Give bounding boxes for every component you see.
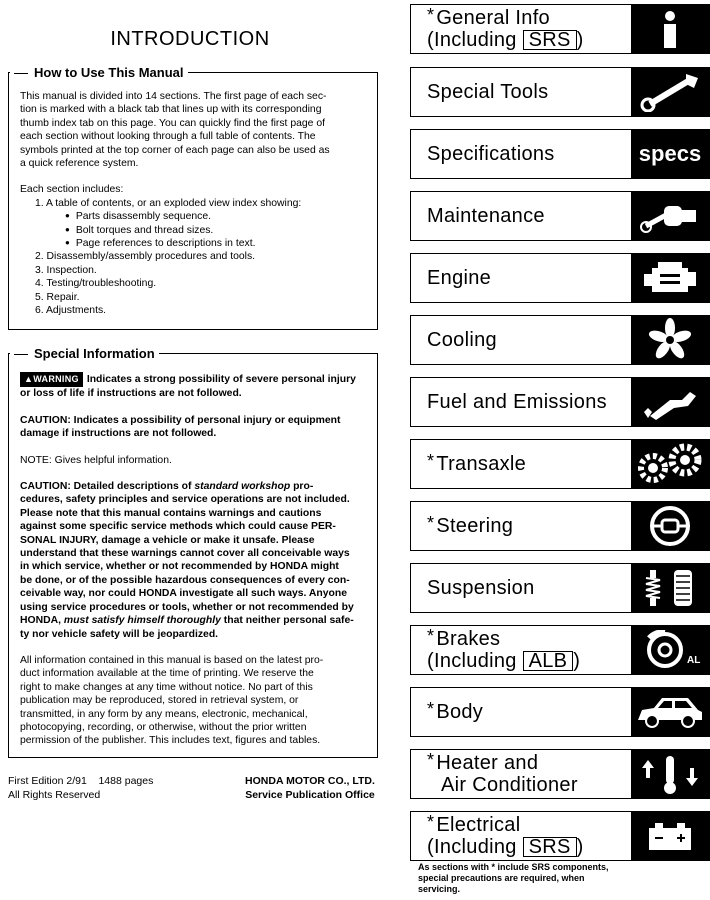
list-item: ● Parts disassembly sequence.	[65, 210, 370, 223]
tab-suspension[interactable]: Suspension	[410, 563, 710, 613]
steering-wheel-icon	[631, 502, 709, 550]
tab-body[interactable]: * Body	[410, 687, 710, 737]
publisher-info: HONDA MOTOR CO., LTD. Service Publication Office	[245, 775, 375, 801]
section-contents-list	[20, 210, 370, 250]
tab-engine[interactable]: Engine	[410, 253, 710, 303]
tab-maintenance[interactable]: Maintenance	[410, 191, 710, 241]
list-item: 4. Testing/troubleshooting.	[35, 278, 157, 290]
engine-icon	[631, 254, 709, 302]
page-title: INTRODUCTION	[110, 28, 270, 50]
list-item: ● Page references to descriptions in text.	[65, 237, 370, 250]
list-item: 2. Disassembly/assembly procedures and tools.	[35, 251, 256, 263]
tab-general-info[interactable]: * General Info (Including SRS )	[410, 4, 710, 54]
tab-steering[interactable]: * Steering	[410, 501, 710, 551]
how-to-use-heading: How to Use This Manual	[10, 65, 188, 80]
list-item: 6. Adjustments.	[35, 305, 107, 317]
thermometer-icon	[631, 750, 709, 798]
shock-absorber-icon	[631, 564, 709, 612]
hand-wrench-icon	[631, 192, 709, 240]
special-info-text: ▲WARNING Indicates a strong possibility of severe personal injury or loss of life if instructions are not followed. CAUTION: Indicates a possibility of personal injury or equipment damage if instructions are not followed. NOTE: Gives helpful information. CAUTION: Detailed descriptions of standard workshop pro- cedures, safety principles and service operations are not included. Please note that this manual contains warnings and cautions against some specific service methods which could cause PER- SONAL INJURY, damage a vehicle or make it unsafe. Please understand that these warnings cannot cover all conceivable ways in which service, whether or not recommended by HONDA might be done, or of the possible hazardous consequences of every con- ceivable way, nor could HONDA investigate all such ways. Anyone using service procedures or tools, whether or not recommended by HONDA, must satisfy himself thoroughly that neither personal safe- ty nor vehicle safety will be jeopardized. All information contained in this manual is based on the latest pro- duct information available at the time of printing. We reserve the right to make changes at any time without notice. No part of this publication may be reproduced, stored in retrieval system, or transmitted, in any form by any means, electronic, mechanical, photocopying, recording, or otherwise, without the prior written permission of the publisher. This includes text, figures and tables.	[20, 374, 356, 747]
warning-badge: ▲WARNING	[20, 372, 83, 387]
battery-icon	[631, 812, 709, 860]
tab-brakes[interactable]: * Brakes (Including ALB ) AL	[410, 625, 710, 675]
special-info-heading: Special Information	[10, 346, 159, 361]
list-item: 3. Inspection.	[35, 264, 97, 276]
tab-fuel-emissions[interactable]: Fuel and Emissions	[410, 377, 710, 427]
car-body-icon	[631, 688, 709, 736]
tab-electrical[interactable]: * Electrical (Including SRS )	[410, 811, 710, 861]
info-icon	[631, 5, 709, 53]
brake-disc-icon: AL	[631, 626, 709, 674]
fuel-nozzle-icon	[631, 378, 709, 426]
list-item: ● Bolt torques and thread sizes.	[65, 224, 370, 237]
tab-transaxle[interactable]: * Transaxle	[410, 439, 710, 489]
srs-note: As sections with * include SRS components, special precautions are required, when servicing.	[418, 862, 609, 894]
gears-icon	[631, 440, 709, 488]
specs-icon: specs	[631, 130, 709, 178]
fan-icon	[631, 316, 709, 364]
wrench-icon	[631, 68, 709, 116]
tab-special-tools[interactable]: Special Tools	[410, 67, 710, 117]
tab-cooling[interactable]: Cooling	[410, 315, 710, 365]
tab-specifications[interactable]: Specifications specs	[410, 129, 710, 179]
tab-heater-ac[interactable]: * Heater and Air Conditioner	[410, 749, 710, 799]
list-item: 5. Repair.	[35, 291, 80, 303]
how-to-use-intro: This manual is divided into 14 sections. The first page of each sec- tion is marked with a black tab that lines up with its corresponding thumb index tab on this page. You can quickly find the first page of each section without looking through a full table of contents. The symbols printed at the top corner of each page can also be used as a quick reference system. Each section includes: 1. A table of contents, or an exploded view index showing: ● Parts disassembly sequence. ● Bolt torques and thread sizes. ● Page references to descriptions in text. 2. Disassembly/assembly procedures and tools. 3. Inspection. 4. Testing/troubleshooting. 5. Repair. 6. Adjustments.	[20, 90, 370, 318]
edition-info: First Edition 2/91 1488 pages All Rights Reserved	[8, 775, 154, 801]
